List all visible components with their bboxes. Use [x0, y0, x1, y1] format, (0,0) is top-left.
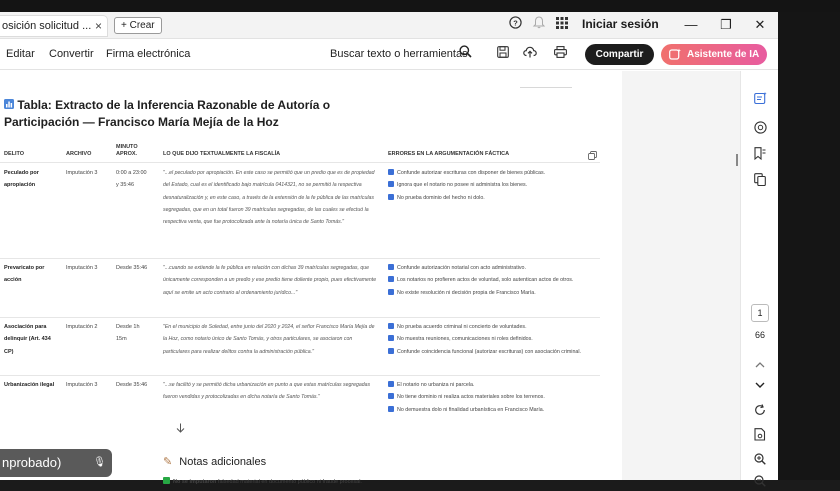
table-title — [4, 97, 384, 131]
refresh-icon[interactable] — [752, 404, 768, 420]
row-errors — [388, 262, 600, 299]
total-pages: 66 — [754, 330, 765, 340]
right-tool-rail — [740, 71, 778, 480]
row-minuto: Desde 35:46 — [116, 265, 148, 271]
checkbox-icon — [388, 264, 394, 270]
ai-assistant-label: Asistente de IA — [687, 49, 760, 60]
apps-icon[interactable] — [553, 16, 571, 34]
error-item — [388, 321, 600, 333]
error-item — [388, 179, 600, 191]
dictation-status-text: nprobado) — [2, 455, 62, 470]
error-text: Confunde coincidencia funcional (autorizar escrituras) con asociación criminal. — [397, 348, 582, 355]
cloud-upload-icon-svg — [523, 46, 537, 58]
row-delito: Urbanización ilegal — [4, 382, 55, 388]
save-icon[interactable] — [494, 45, 512, 63]
title-bar — [0, 12, 778, 39]
row-archivo: Imputación 3 — [66, 170, 98, 176]
document-page — [0, 71, 622, 485]
search-icon-svg — [459, 45, 472, 58]
notes-heading-text: Notas adicionales — [179, 456, 267, 468]
row-quote: "...se facilitó y se permitió dicha urbanización en punto a que estas matrículas segregadas fueron vendidas y protocolizadas en dicha notaría de Santo Tomás." — [163, 382, 371, 401]
checkbox-icon — [388, 289, 394, 295]
document-tab[interactable] — [0, 15, 108, 37]
pages-icon-svg — [754, 173, 766, 186]
copy-table-icon[interactable] — [588, 151, 597, 162]
checkbox-icon — [388, 406, 394, 412]
zoom-in-icon[interactable] — [752, 453, 768, 469]
pdf-viewer-window — [0, 12, 778, 485]
maximize-icon[interactable]: ❐ — [720, 17, 732, 32]
ai-comment-icon-svg — [754, 92, 767, 105]
error-text: No tiene dominio ni realiza actos materiales sobre los terrenos. — [397, 394, 545, 401]
menu-firma-electronica[interactable]: Firma electrónica — [106, 48, 191, 60]
bookmark-icon[interactable] — [752, 147, 768, 163]
row-archivo: Imputación 2 — [66, 324, 98, 330]
header-dijo: LO QUE DIJO TEXTUALMENTE LA FISCALÍA — [163, 151, 281, 157]
close-window-icon[interactable]: ✕ — [754, 17, 766, 32]
checkbox-icon — [388, 276, 394, 282]
arrow-down-icon-svg — [176, 423, 185, 433]
search-icon[interactable] — [456, 45, 474, 63]
row-divider — [0, 258, 600, 259]
menu-convertir[interactable]: Convertir — [49, 48, 94, 60]
checkbox-icon — [388, 348, 394, 354]
ai-sparkle-icon — [669, 44, 682, 68]
desktop-background — [778, 12, 840, 480]
note-text: falsedad material en documento público ni fraude procesal. — [216, 479, 362, 485]
arrow-down-icon[interactable] — [176, 423, 185, 436]
error-item — [388, 346, 600, 358]
checkbox-icon — [388, 335, 394, 341]
row-delito: Peculado por apropiación — [4, 170, 39, 189]
note-bold-text: No se imputaron — [173, 479, 217, 485]
checkbox-icon — [388, 381, 394, 387]
green-check-icon — [163, 477, 170, 484]
zoom-in-icon-svg — [754, 453, 766, 465]
error-item — [388, 333, 600, 345]
help-icon-svg — [509, 16, 522, 29]
row-delito: Asociación para delinquir (Art. 434 CP) — [4, 324, 51, 355]
row-errors — [388, 379, 600, 416]
pages-icon[interactable] — [752, 173, 768, 189]
menu-editar[interactable]: Editar — [6, 48, 35, 60]
refresh-icon-svg — [754, 404, 766, 416]
chevron-down-icon[interactable] — [752, 377, 768, 393]
row-archivo: Imputación 3 — [66, 382, 98, 388]
ai-comment-icon[interactable] — [752, 92, 768, 108]
share-button[interactable]: Compartir — [585, 44, 654, 65]
header-minuto: MINUTO APROX. — [116, 144, 138, 157]
row-divider — [0, 317, 600, 318]
svg-text:?: ? — [512, 18, 518, 28]
row-archivo: Imputación 3 — [66, 265, 98, 271]
save-icon-svg — [497, 46, 509, 58]
chevron-up-icon[interactable] — [752, 356, 768, 372]
print-icon[interactable] — [551, 45, 569, 63]
row-quote: "...el peculado por apropiación. En este caso se permitió que un predio que es de propiedad del Estado, cual es el identificado bajo matrícula 0414321, no se permitió la respectiva desnaturalización y, en este caso, a través de la extensión de la fe pública de las matrículas segregadas, que en un total fueron 39 matrículas segregadas, de las cuales se efectuó la respectiva venta, que fue protocolizada ante la notaría única de Santo Tomás." — [163, 170, 375, 226]
error-text: Confunde autorización notarial con acto administrativo. — [397, 265, 526, 271]
tab-title: osición solicitud ... — [2, 20, 92, 32]
search-tools-label[interactable]: Buscar texto o herramientas — [330, 48, 468, 60]
checkbox-icon — [388, 181, 394, 187]
checkbox-icon — [388, 323, 394, 329]
sign-in-link[interactable]: Iniciar sesión — [582, 17, 659, 31]
help-icon[interactable] — [506, 16, 524, 34]
row-quote: "En el municipio de Soledad, entre junio del 2020 y 2024, el señor Francisco María Mejía de la Hoz, como notario único de Santo Tomás, y otros particulares, se asociaron con particulares para realizar delitos contra la administración pública." — [163, 324, 375, 355]
bell-icon-svg — [533, 16, 545, 29]
page-settings-icon-svg — [754, 428, 766, 441]
row-errors — [388, 167, 600, 204]
comment-icon-svg — [754, 121, 767, 134]
header-errores: ERRORES EN LA ARGUMENTACIÓN FÁCTICA — [388, 151, 510, 157]
row-errors — [388, 321, 600, 358]
ai-sparkle-icon-svg — [669, 48, 682, 61]
chevron-up-icon-svg — [755, 361, 765, 368]
error-item — [388, 262, 600, 274]
memo-icon: ✎ — [163, 456, 173, 468]
page-rule — [520, 87, 572, 88]
error-item — [388, 404, 600, 416]
chart-icon — [4, 98, 17, 112]
error-text: No prueba dominio del hecho ni dolo. — [397, 194, 485, 201]
error-text: No existe resolución ni decisión propia de Francisco María. — [397, 289, 536, 296]
row-minuto: Desde 1h 15m — [116, 324, 140, 343]
error-text: No muestra reuniones, comunicaciones ni roles definidos. — [397, 336, 533, 343]
zoom-out-icon-svg — [754, 475, 766, 487]
new-tab-button[interactable]: + Crear — [114, 17, 162, 34]
screen-top-band — [0, 0, 840, 12]
header-divider — [0, 162, 600, 163]
error-text: Ignora que el notario no posee ni administra los bienes. — [397, 182, 528, 189]
error-text: No prueba acuerdo criminal ni concierto de voluntades. — [397, 324, 527, 330]
error-item — [388, 391, 600, 403]
minimize-icon[interactable]: — — [684, 17, 698, 32]
error-item — [388, 287, 600, 299]
note-item — [163, 477, 362, 486]
ai-assistant-button[interactable] — [661, 44, 767, 65]
error-item — [388, 167, 600, 179]
row-quote: "...cuando se extiende la fe pública en relación con dichas 39 matrículas segregadas, que únicamente corresponden a un predio y ese predio tiene doliente propio, pues efectivamente aquí se emite un acto contrario al ordenamiento jurídico..." — [163, 265, 377, 296]
error-text: No demuestra dolo ni finalidad urbanística en Francisco María. — [397, 406, 545, 413]
current-page-field[interactable]: 1 — [751, 304, 769, 322]
apps-icon-svg — [556, 17, 568, 29]
error-item — [388, 274, 600, 286]
row-minuto: 0:00 a 23:00 y 35:46 — [116, 170, 147, 189]
error-text: El notario no urbaniza ni parcela. — [397, 382, 475, 388]
error-text: Confunde autorizar escrituras con disponer de bienes públicas. — [397, 170, 546, 176]
chevron-down-icon-svg — [755, 382, 765, 389]
page-area[interactable] — [0, 71, 740, 485]
row-divider — [0, 375, 600, 376]
bookmark-icon-svg — [754, 147, 766, 160]
notes-heading — [163, 455, 266, 468]
header-delito: DELITO — [4, 151, 25, 157]
print-icon-svg — [554, 46, 567, 58]
zoom-out-icon[interactable] — [752, 475, 768, 491]
bell-icon[interactable] — [530, 16, 548, 34]
chart-icon-svg — [4, 99, 14, 109]
error-item — [388, 379, 600, 391]
checkbox-icon — [388, 194, 394, 200]
error-text: Los notarios no profieren actos de voluntad, solo autentican actos de otros. — [397, 277, 574, 284]
copy-table-icon-svg — [588, 151, 597, 160]
page-settings-icon[interactable] — [752, 428, 768, 444]
checkbox-icon — [388, 393, 394, 399]
tab-close-icon[interactable]: × — [94, 19, 102, 33]
error-item — [388, 192, 600, 204]
row-delito: Prevaricato por acción — [4, 265, 45, 284]
microphone-icon[interactable]: 🎙 — [93, 457, 106, 468]
vertical-scrollbar-thumb[interactable] — [736, 154, 738, 166]
table-title-text: Tabla: Extracto de la Inferencia Razonable de Autoría o Participación — Francisco María Mejía de la Hoz — [4, 98, 331, 129]
row-minuto: Desde 35:46 — [116, 382, 148, 388]
main-toolbar — [0, 39, 778, 70]
dictation-status-pill[interactable] — [0, 449, 112, 477]
cloud-upload-icon[interactable] — [521, 45, 539, 63]
comment-icon[interactable] — [752, 121, 768, 137]
header-archivo: ARCHIVO — [66, 151, 92, 157]
checkbox-icon — [388, 169, 394, 175]
